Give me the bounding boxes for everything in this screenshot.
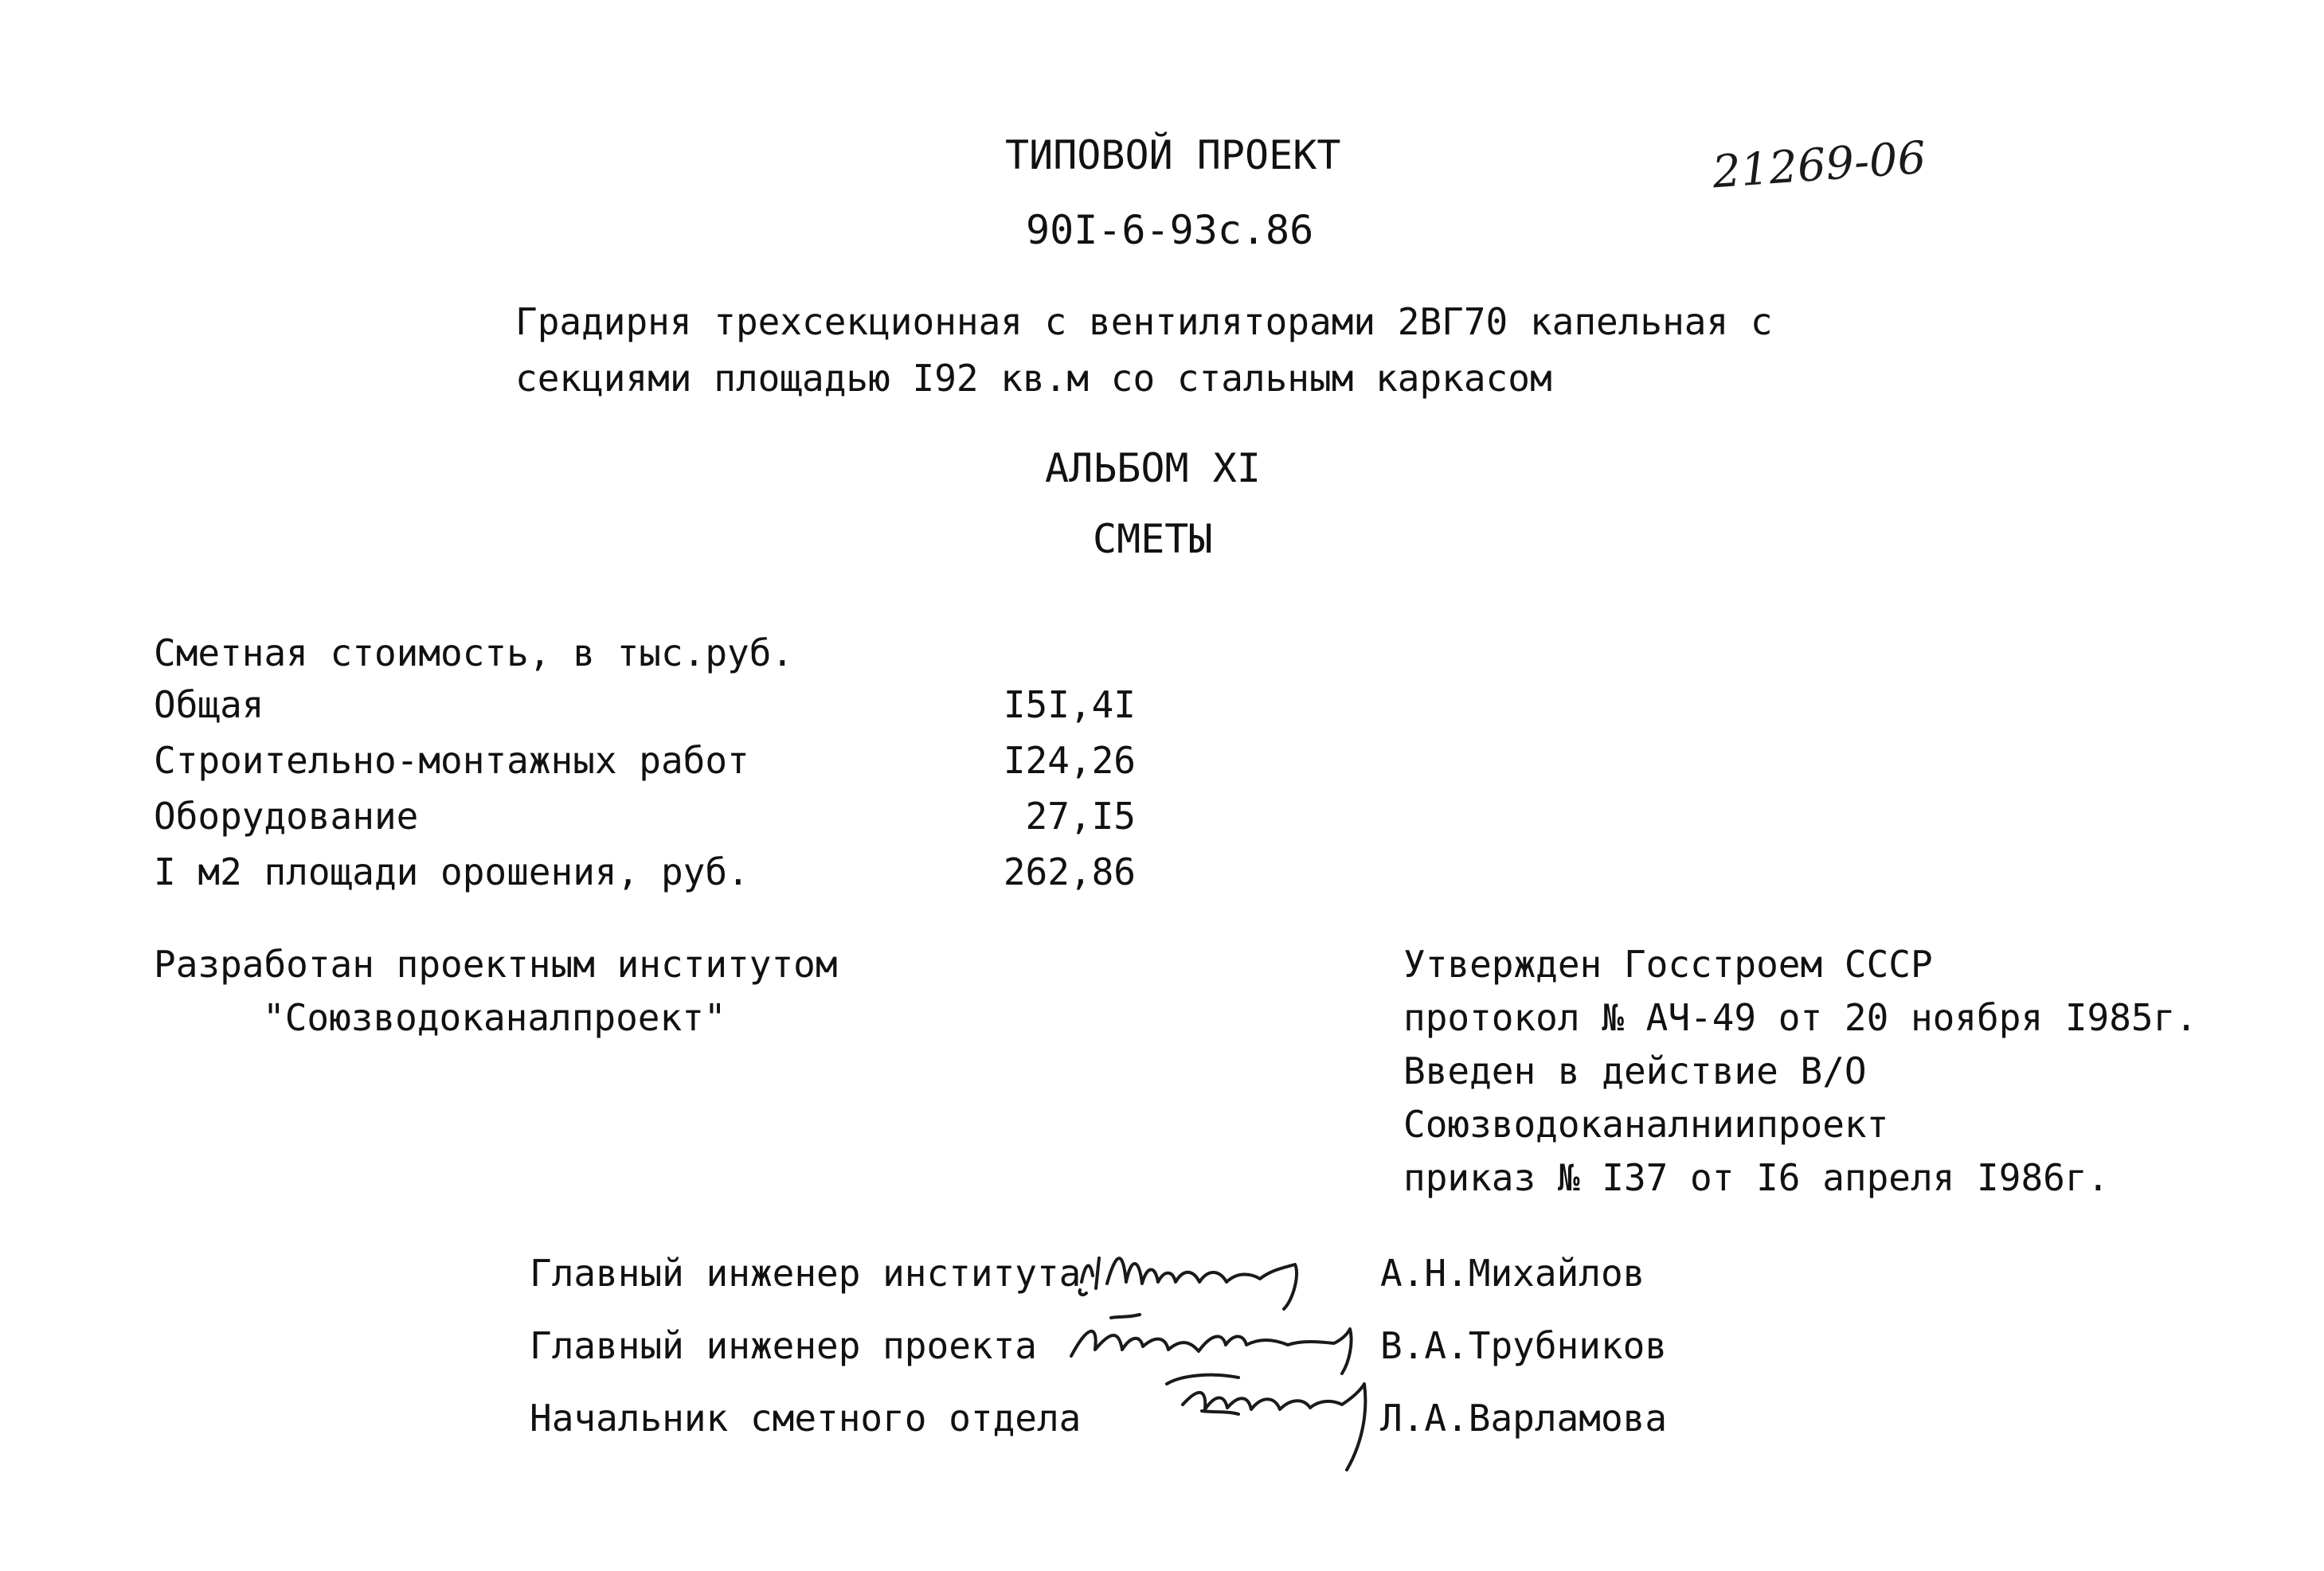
- signatory-name: А.Н.Михайлов: [1380, 1252, 1645, 1295]
- album-subject: СМЕТЫ: [1093, 516, 1213, 562]
- signatory-name: В.А.Трубников: [1380, 1324, 1668, 1367]
- cost-row-label: Общая: [154, 683, 264, 726]
- cost-row-label: I м2 площади орошения, руб.: [154, 850, 749, 893]
- project-code: 90I-6-93с.86: [1026, 207, 1314, 253]
- developer-line-1: Разработан проектным институтом: [154, 943, 838, 986]
- cost-row-label: Оборудование: [154, 795, 419, 838]
- cost-row-value: I5I,4I: [1003, 683, 1136, 726]
- project-title-line-2: секциями площадью I92 кв.м со стальным каркасом: [515, 357, 1552, 400]
- cost-row-value: 262,86: [1003, 850, 1136, 893]
- project-type-heading: ТИПОВОЙ ПРОЕКТ: [1005, 132, 1341, 178]
- cost-row-value: I24,26: [1003, 739, 1136, 782]
- signatory-role: Главный инженер проекта: [530, 1324, 1037, 1367]
- approval-line: протокол № АЧ-49 от 20 ноября I985г.: [1403, 996, 2197, 1039]
- cost-heading: Сметная стоимость, в тыс.руб.: [154, 631, 794, 674]
- approval-line: Союзводоканалниипроект: [1403, 1103, 1889, 1146]
- handwritten-archive-number: 21269-06: [1711, 131, 1928, 199]
- cost-row-value: 27,I5: [1025, 795, 1136, 838]
- cost-row-label: Строительно-монтажных работ: [154, 739, 749, 782]
- signature-head-estimate-dept: [1151, 1360, 1390, 1475]
- approval-line: Утвержден Госстроем СССР: [1403, 943, 1933, 986]
- signatory-role: Главный инженер института: [530, 1252, 1082, 1295]
- project-title-line-1: Градирня трехсекционная с вентиляторами 2ВГ70 капельная с: [515, 300, 1773, 343]
- developer-institute: "Союзводоканалпроект": [263, 996, 726, 1039]
- approval-line: приказ № I37 от I6 апреля I986г.: [1403, 1156, 2110, 1199]
- approval-line: Введен в действие В/О: [1403, 1049, 1867, 1092]
- album-heading: АЛЬБОМ XI: [1045, 445, 1261, 491]
- signatory-name: Л.А.Варламова: [1380, 1397, 1668, 1440]
- signatory-role: Начальник сметного отдела: [530, 1397, 1082, 1440]
